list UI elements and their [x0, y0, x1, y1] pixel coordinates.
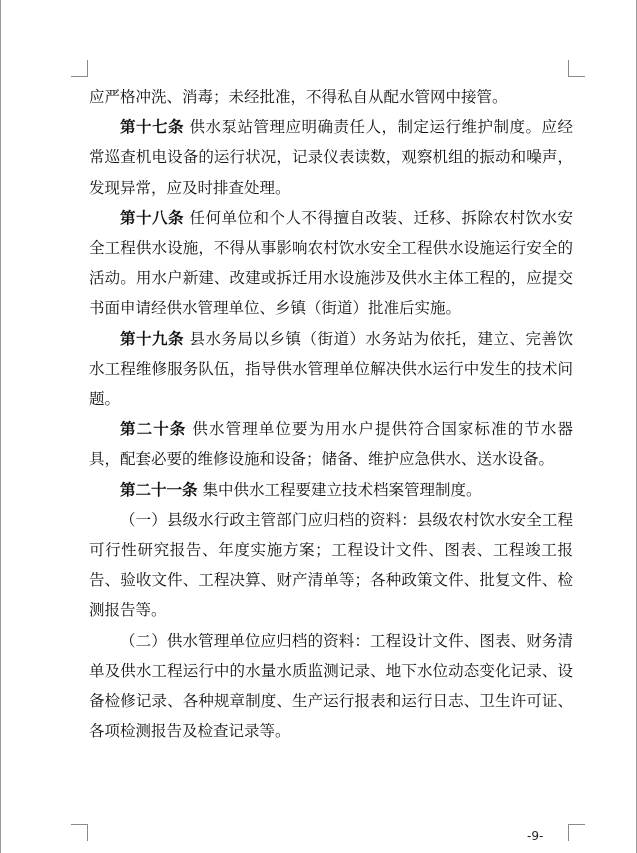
article-20	[89, 414, 573, 474]
article-heading: 第二十一条	[120, 480, 198, 499]
article-heading: 第十七条	[120, 118, 185, 137]
article-text: 任何单位和个人不得擅自改装、迁移、拆除农村饮水安全工程供水设施，不得从事影响农村饮水安全工程供水设施运行安全的活动。用水户新建、改建或拆迁用水设施涉及供水主体工程的，应提交书面申请经供水管理单位、乡镇（街道）批准后实施。	[89, 208, 573, 318]
sub-clause-text: （二）供水管理单位应归档的资料：工程设计文件、图表、财务清单及供水工程运行中的水量水质监测记录、地下水位动态变化记录、设备检修记录、各种规章制度、生产运行报表和运行日志、卫生许可证、各项检测报告及检查记录等。	[89, 631, 573, 741]
article-heading: 第十九条	[120, 329, 185, 348]
crop-mark-top-left	[71, 60, 88, 77]
article-18	[89, 203, 573, 324]
crop-mark-bottom-right	[568, 824, 585, 841]
article-text: 集中供水工程要建立技术档案管理制度。	[202, 480, 482, 499]
article-text: 供水管理单位要为用水户提供符合国家标准的节水器具，配套必要的维修设施和设备；储备、维护应急供水、送水设备。	[89, 420, 573, 469]
article-heading: 第二十条	[120, 420, 187, 439]
article-text: 供水泵站管理应明确责任人，制定运行维护制度。应经常巡查机电设备的运行状况，记录仪表读数，观察机组的振动和噪声，发现异常，应及时排查处理。	[89, 118, 573, 197]
page-number: -9-	[527, 829, 544, 843]
article-19	[89, 324, 573, 415]
paragraph-text: 应严格冲洗、消毒；未经批准，不得私自从配水管网中接管。	[89, 88, 508, 106]
document-body	[89, 82, 573, 746]
paragraph-continuation	[89, 82, 573, 112]
article-21	[89, 475, 573, 505]
sub-clause-1	[89, 505, 573, 626]
crop-mark-top-right	[568, 60, 585, 77]
article-heading: 第十八条	[120, 208, 185, 227]
sub-clause-2	[89, 626, 573, 747]
article-17	[89, 112, 573, 203]
sub-clause-text: （一）县级水行政主管部门应归档的资料：县级农村饮水安全工程可行性研究报告、年度实施方案；工程设计文件、图表、工程竣工报告、验收文件、工程决算、财产清单等；各种政策文件、批复文件、检测报告等。	[89, 510, 573, 620]
article-text: 县水务局以乡镇（街道）水务站为依托，建立、完善饮水工程维修服务队伍，指导供水管理单位解决供水运行中发生的技术问题。	[89, 329, 573, 409]
crop-mark-bottom-left	[71, 824, 88, 841]
